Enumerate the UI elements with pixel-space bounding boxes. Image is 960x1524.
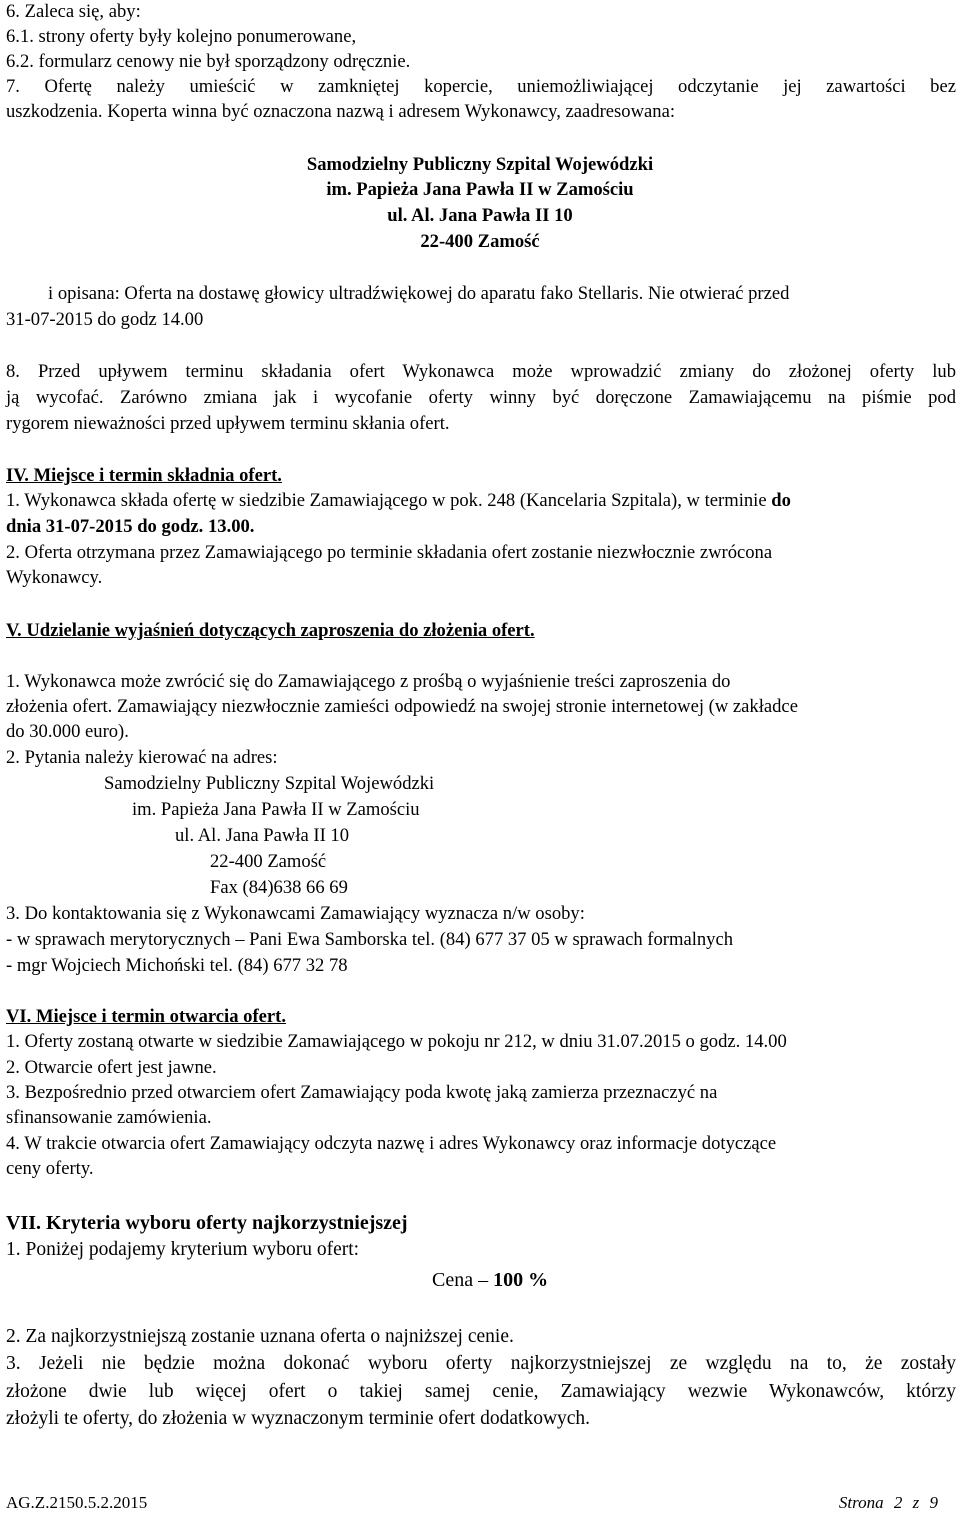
text-span: 1. Wykonawca składa ofertę w siedzibie Zamawiającego w pok. 248 (Kancelaria Szpitala), w terminie xyxy=(6,490,772,511)
text-line: do 30.000 euro). xyxy=(6,721,129,742)
text-line: złożenia ofert. Zamawiający niezwłocznie zamieści odpowiedź na swojej stronie internetowej (w zakładce xyxy=(6,696,798,717)
text-line: 6.1. strony oferty były kolejno ponumerowane, xyxy=(6,26,357,47)
text-line: ją wycofać. Zarówno zmiana jak i wycofanie oferty winny być doręczone Zamawiającemu na piśmie pod xyxy=(6,387,956,408)
price-criterion xyxy=(432,1267,548,1293)
text-span-bold: do xyxy=(771,490,791,511)
text-line: dnia 31-07-2015 do godz. 13.00. xyxy=(6,516,255,537)
address-line: 22-400 Zamość xyxy=(420,231,540,252)
text-line: Wykonawcy. xyxy=(6,567,103,588)
address-line: Fax (84)638 66 69 xyxy=(210,877,348,898)
text-line: uszkodzenia. Koperta winna być oznaczona nazwą i adresem Wykonawcy, zaadresowana: xyxy=(6,101,675,122)
text-line: 4. W trakcie otwarcia ofert Zamawiający odczyta nazwę i adres Wykonawcy oraz informacje dotyczące xyxy=(6,1133,777,1154)
address-line: ul. Al. Jana Pawła II 10 xyxy=(387,205,573,226)
text-line: 6. Zaleca się, aby: xyxy=(6,1,141,22)
text-span-bold: 100 % xyxy=(493,1269,549,1291)
text-line: 2. Oferta otrzymana przez Zamawiającego po terminie składania ofert zostanie niezwłocznie zwrócona xyxy=(6,542,773,563)
text-line: - mgr Wojciech Michoński tel. (84) 677 32 78 xyxy=(6,955,348,976)
text-line: złożone dwie lub więcej ofert o takiej samej cenie, Zamawiający wezwie Wykonawców, którzy xyxy=(6,1381,956,1402)
address-line: im. Papieża Jana Pawła II w Zamościu xyxy=(132,799,420,820)
text-line: 2. Za najkorzystniejszą zostanie uznana oferta o najniższej cenie. xyxy=(6,1326,514,1347)
text-line: rygorem nieważności przed upływem terminu skłania ofert. xyxy=(6,413,450,434)
address-line: Samodzielny Publiczny Szpital Wojewódzki xyxy=(306,154,654,175)
text-line: sfinansowanie zamówienia. xyxy=(6,1107,212,1128)
text-line: 3. Do kontaktowania się z Wykonawcami Zamawiający wyznacza n/w osoby: xyxy=(6,903,585,924)
text-span: Cena – xyxy=(432,1269,494,1291)
text-line: 3. Bezpośrednio przed otwarciem ofert Zamawiający poda kwotę jaką zamierza przeznaczyć na xyxy=(6,1082,718,1103)
text-line: 6.2. formularz cenowy nie był sporządzony odręcznie. xyxy=(6,51,411,72)
section-heading-vi: VI. Miejsce i termin otwarcia ofert. xyxy=(6,1006,286,1027)
text-line: złożyli te oferty, do złożenia w wyznaczonym terminie ofert dodatkowych. xyxy=(6,1408,591,1429)
section-heading-vii: VII. Kryteria wyboru oferty najkorzystniejszej xyxy=(6,1212,408,1234)
address-line: Samodzielny Publiczny Szpital Wojewódzki xyxy=(104,773,435,794)
text-line: 1. Wykonawca może zwrócić się do Zamawiającego z prośbą o wyjaśnienie treści zaproszenia do xyxy=(6,671,731,692)
text-line: 2. Pytania należy kierować na adres: xyxy=(6,747,278,768)
text-line: 7. Ofertę należy umieścić w zamkniętej kopercie, uniemożliwiającej odczytanie jej zawartości bez xyxy=(6,76,956,97)
section-heading-iv: IV. Miejsce i termin składnia ofert. xyxy=(6,465,282,486)
text-line xyxy=(6,489,791,513)
footer-reference: AG.Z.2150.5.2.2015 xyxy=(6,1493,148,1512)
text-line: 2. Otwarcie ofert jest jawne. xyxy=(6,1057,217,1078)
text-line: 1. Oferty zostaną otwarte w siedzibie Zamawiającego w pokoju nr 212, w dniu 31.07.2015 o godz. 14.00 xyxy=(6,1031,787,1052)
address-line: 22-400 Zamość xyxy=(210,851,327,872)
text-line: 31-07-2015 do godz 14.00 xyxy=(6,309,204,330)
section-heading-v: V. Udzielanie wyjaśnień dotyczących zaproszenia do złożenia ofert. xyxy=(6,620,535,641)
footer-page-number: Strona 2 z 9 xyxy=(838,1493,938,1512)
text-line: ceny oferty. xyxy=(6,1158,94,1179)
text-line: i opisana: Oferta na dostawę głowicy ultradźwiękowej do aparatu fako Stellaris. Nie otwierać przed xyxy=(48,283,790,304)
text-line: 8. Przed upływem terminu składania ofert Wykonawca może wprowadzić zmiany do złożonej oferty lub xyxy=(6,361,956,382)
address-line: ul. Al. Jana Pawła II 10 xyxy=(175,825,350,846)
address-line: im. Papieża Jana Pawła II w Zamościu xyxy=(326,179,634,200)
text-line: 3. Jeżeli nie będzie można dokonać wyboru oferty najkorzystniejszej ze względu na to, że zostały xyxy=(6,1353,956,1374)
text-line: 1. Poniżej podajemy kryterium wyboru ofert: xyxy=(6,1239,360,1260)
text-line: - w sprawach merytorycznych – Pani Ewa Samborska tel. (84) 677 37 05 w sprawach formalnych xyxy=(6,929,734,950)
